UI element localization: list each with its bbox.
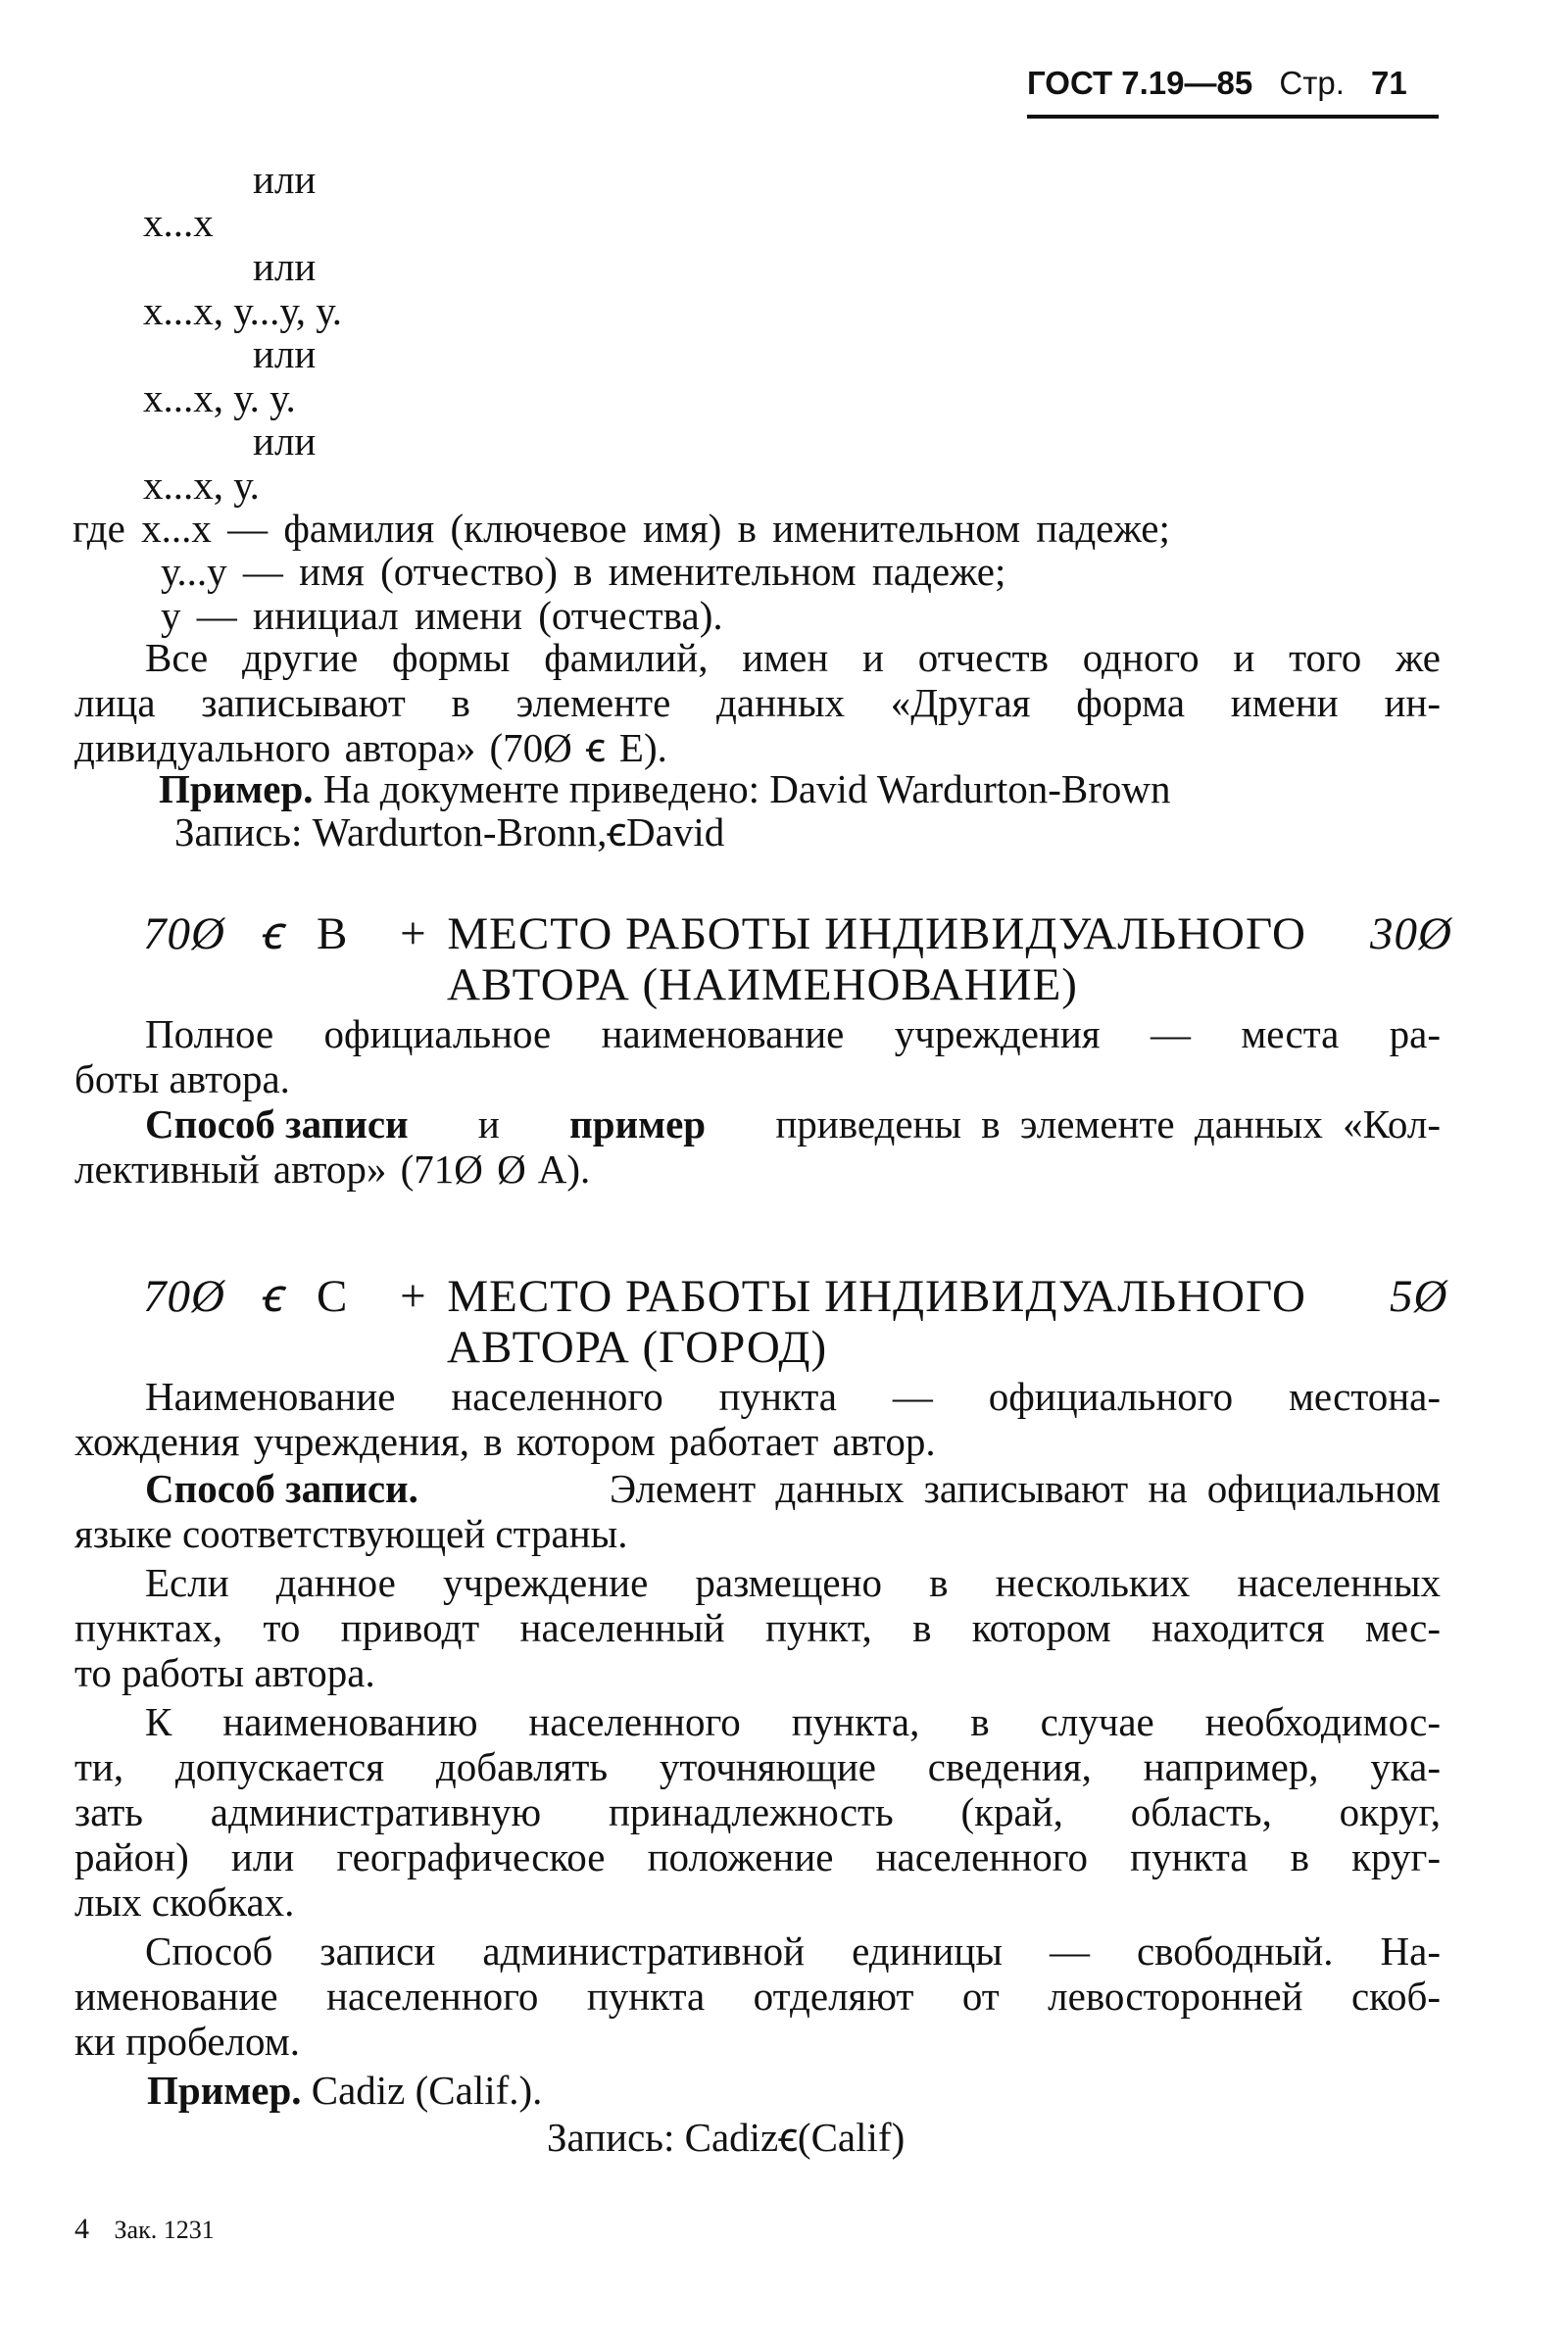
example-1-label: Пример. [159, 766, 314, 811]
section-b-plus: + [400, 908, 427, 959]
forms-line-3: дивидуального автора» (70Ø ꞓ E). [74, 725, 667, 770]
section-c-example-text: Cadiz (Calif.). [311, 2068, 543, 2113]
section-b-method-2: лективный автор» (71Ø Ø A). [74, 1147, 591, 1192]
section-c-desc-2: хождения учреждения, в котором работает автор. [74, 1419, 936, 1464]
section-b-method-and: и [477, 1101, 500, 1147]
section-b-length: 30Ø [1370, 908, 1452, 959]
section-c-method-bold: Способ записи. [145, 1466, 418, 1511]
section-c-p5-2: именование населенного пункта отделяют от левосторонней скоб- [74, 1974, 1441, 2019]
section-c-p4-1: К наименованию населенного пункта, в случае необходимос- [145, 1699, 1441, 1744]
section-c-plus: + [400, 1271, 427, 1322]
formula-or-3: или [253, 331, 317, 376]
section-c-p3-1: Если данное учреждение размещено в нескольких населенных [145, 1560, 1441, 1605]
formula-form-4: х...х, у. [143, 463, 260, 508]
header-rule [1027, 115, 1439, 119]
formula-form-1: х...х [143, 200, 214, 245]
example-1-record: Запись: Wardurton-Bronn,ꞓDavid [174, 809, 725, 854]
legend-line-2: у...у — имя (отчество) в именительном падеже; [161, 549, 1006, 594]
legend-line-3: у — инициал имени (отчества). [161, 593, 723, 638]
forms-line-1: Все другие формы фамилий, имен и отчеств одного и того же [145, 635, 1441, 680]
section-b-letter: B [317, 908, 349, 959]
formula-form-2: х...х, у...у, у. [143, 288, 342, 333]
section-c-p4-5: лых скобках. [74, 1879, 295, 1925]
example-1-text: На документе приведено: David Wardurton-Brown [322, 766, 1171, 811]
section-c-example-record: Запись: Cadizꞓ(Calif) [547, 2115, 906, 2160]
section-c-mark: ꞓ [259, 1271, 283, 1322]
section-b-desc-2: боты автора. [74, 1056, 290, 1101]
section-c-code: 70Ø [143, 1271, 225, 1322]
page-label: Стр. [1279, 65, 1345, 101]
section-b-mark: ꞓ [259, 908, 283, 959]
section-c-p5-1: Способ записи административной единицы — свободный. На- [145, 1928, 1441, 1974]
section-c-p3-2: пунктах, то приводт населенный пункт, в котором находится мес- [74, 1605, 1441, 1650]
section-c-p3-3: то работы автора. [74, 1650, 375, 1695]
standard-number: ГОСТ 7.19—85 [1027, 65, 1253, 101]
section-c-title-2: АВТОРА (ГОРОД) [447, 1322, 828, 1373]
section-c-p4-4: район) или географическое положение населенного пункта в круг- [74, 1834, 1441, 1879]
forms-line-2: лица записывают в элементе данных «Другая форма имени ин- [74, 680, 1441, 725]
formula-or-2: или [253, 244, 317, 289]
running-header [1027, 65, 1407, 102]
section-c-desc-1: Наименование населенного пункта — официального местона- [145, 1374, 1441, 1419]
footer-sheet: 4 [74, 2213, 89, 2245]
section-b-heading [143, 907, 1306, 960]
section-c-p5-3: ки пробелом. [74, 2019, 300, 2064]
section-c-heading [143, 1270, 1306, 1323]
example-1 [159, 766, 1171, 811]
section-c-title-1: МЕСТО РАБОТЫ ИНДИВИДУАЛЬНОГО [447, 1271, 1306, 1322]
section-b-method-bold-2: пример [569, 1101, 707, 1147]
section-b-code: 70Ø [143, 908, 225, 959]
section-c-method-1 [145, 1466, 1441, 1511]
footer [74, 2213, 215, 2246]
formula-form-3: х...х, у. у. [143, 375, 296, 420]
section-c-example-label: Пример. [147, 2068, 302, 2113]
section-c-letter: C [317, 1271, 349, 1322]
section-b-method-rest-1: приведены в элементе данных «Кол- [775, 1101, 1441, 1147]
section-b-title-1: МЕСТО РАБОТЫ ИНДИВИДУАЛЬНОГО [447, 908, 1306, 959]
section-c-method-rest-1: Элемент данных записывают на официальном [609, 1466, 1441, 1511]
section-b-method-1 [145, 1101, 1441, 1147]
page-number: 71 [1371, 65, 1407, 101]
section-b-method-bold-1: Способ записи [145, 1101, 409, 1147]
section-c-example [147, 2068, 542, 2113]
formula-or-4: или [253, 418, 317, 464]
formula-or-1: или [253, 157, 317, 202]
legend-line-1: где х...х — фамилия (ключевое имя) в именительном падеже; [73, 506, 1170, 551]
section-c-method-2: языке соответствующей страны. [74, 1511, 628, 1556]
section-c-p4-2: ти, допускается добавлять уточняющие сведения, например, ука- [74, 1744, 1441, 1789]
section-b-desc-1: Полное официальное наименование учреждения — места ра- [145, 1011, 1441, 1056]
section-c-length: 5Ø [1390, 1271, 1448, 1322]
section-b-title-2: АВТОРА (НАИМЕНОВАНИЕ) [447, 959, 1078, 1010]
footer-order: Зак. 1231 [114, 2216, 215, 2244]
section-c-p4-3: зать административную принадлежность (край, область, округ, [74, 1789, 1441, 1834]
